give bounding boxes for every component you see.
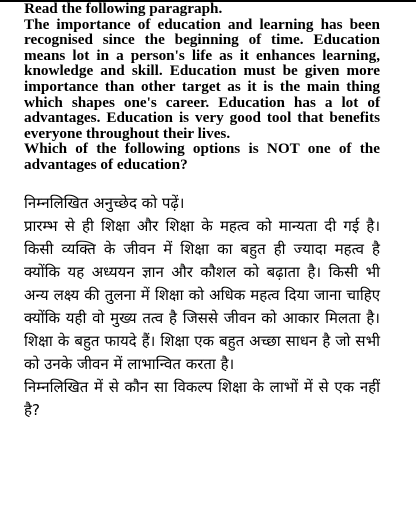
english-paragraph: The importance of education and learning has been recognised since the beginning of time. Education means lot in a person's life as it enhances learning, knowledge and skill. Education must be given more importance than other target as it is the main thing which shapes one's career. Education has a lot of advantages. Education is very good tool that benefits everyone throughout their lives.	[24, 15, 380, 142]
english-question-block	[24, 1, 380, 173]
hindi-paragraph: प्रारम्भ से ही शिक्षा और शिक्षा के महत्व को मान्यता दी गई है। किसी व्यक्ति के जीवन में शिक्षा का बहुत ही ज्यादा महत्व है क्योंकि यह अध्ययन ज्ञान और कौशल को बढ़ाता है। किसी भी अन्य लक्ष्य की तुलना में शिक्षा को अधिक महत्व दिया जाना चाहिए क्योंकि यही वो मुख्य तत्व है जिससे जीवन को आकार मिलता है। शिक्षा के बहुत फायदे हैं। शिक्षा एक बहुत अच्छा साधन है जो सभी को उनके जीवन में लाभान्वित करता है।	[24, 217, 380, 373]
english-question: Which of the following options is NOT one of the advantages of education?	[24, 140, 380, 173]
hindi-question-block	[24, 192, 380, 422]
hindi-instruction: निम्नलिखित अनुच्छेद को पढ़ें।	[24, 194, 185, 212]
hindi-question: निम्नलिखित में से कौन सा विकल्प शिक्षा के लाभों में से एक नहीं है?	[24, 378, 380, 419]
english-instruction: Read the following paragraph.	[24, 0, 223, 17]
